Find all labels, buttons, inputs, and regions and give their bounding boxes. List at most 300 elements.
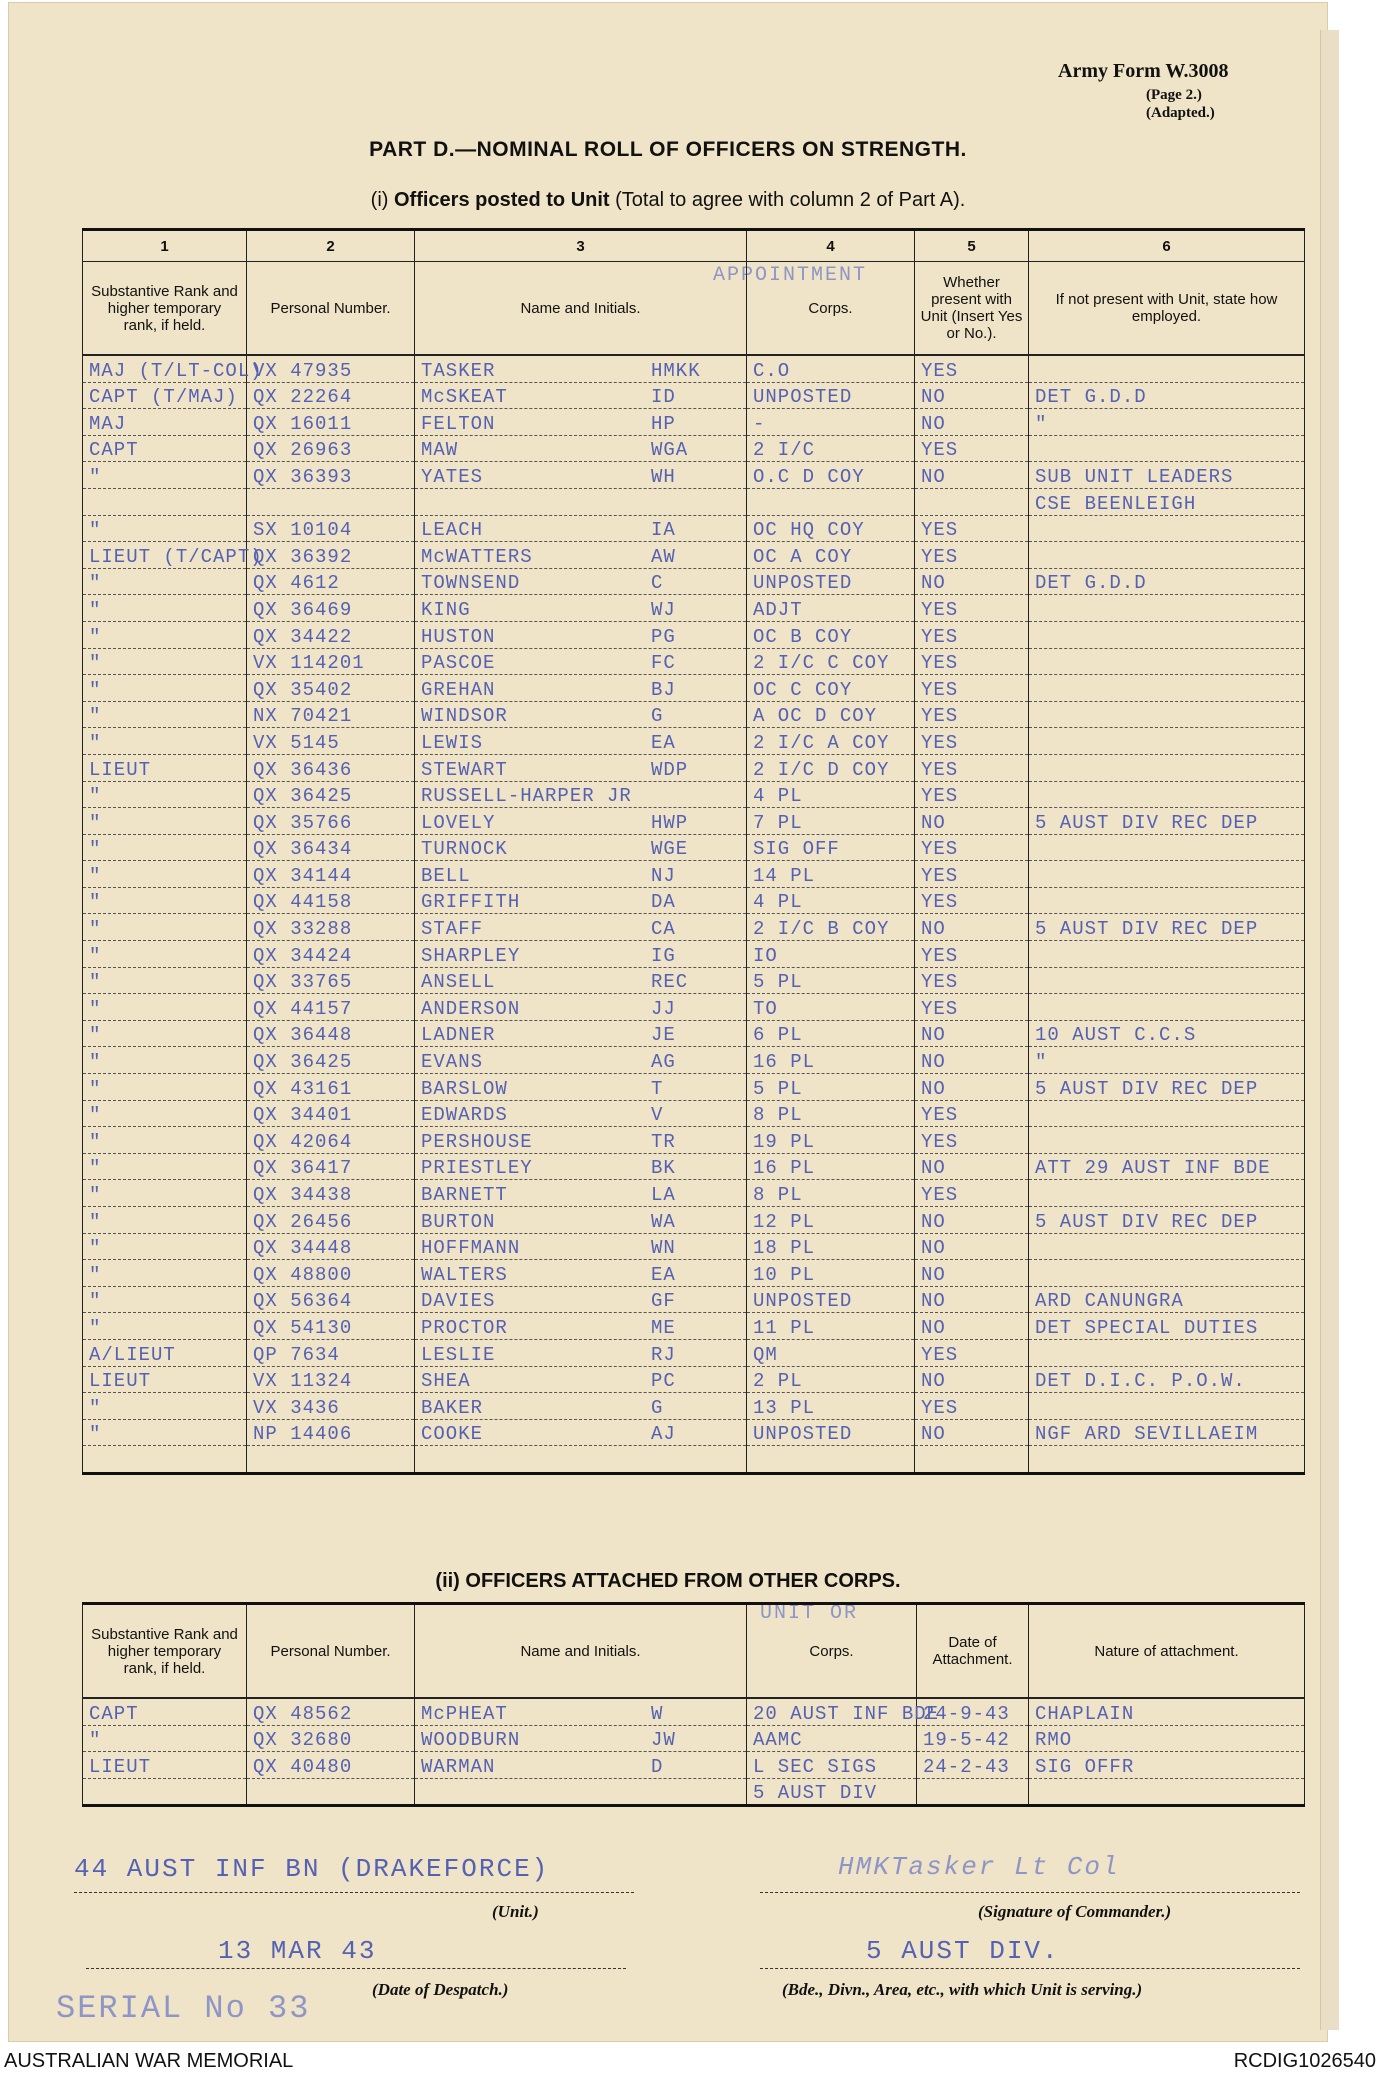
- surname: MAW: [421, 439, 459, 462]
- table-row: [83, 648, 1305, 675]
- table-row: [83, 621, 1305, 648]
- appointment-cell: 4 PL: [747, 887, 915, 914]
- present-cell: NO: [915, 1207, 1029, 1234]
- initials: PG: [651, 625, 676, 648]
- surname: LADNER: [421, 1024, 496, 1047]
- surname: HOFFMANN: [421, 1237, 521, 1260]
- table-row: [83, 1127, 1305, 1154]
- appointment-cell: QM: [747, 1339, 915, 1366]
- appointment-cell: [747, 488, 915, 515]
- table-row: [83, 542, 1305, 569]
- personal-number-cell: QX 43161: [247, 1074, 415, 1101]
- personal-number-cell: QX 36469: [247, 595, 415, 622]
- table-row: [83, 1233, 1305, 1260]
- present-cell: NO: [915, 1153, 1029, 1180]
- attached-header-row: [83, 1604, 1305, 1699]
- employment-cell: ATT 29 AUST INF BDE: [1029, 1153, 1305, 1180]
- table-row: [83, 887, 1305, 914]
- name-cell: [415, 382, 747, 409]
- rank-cell: ": [83, 1074, 247, 1101]
- appointment-cell: 2 I/C A COY: [747, 728, 915, 755]
- personal-number-cell: QX 32680: [247, 1725, 415, 1752]
- appointment-cell: 11 PL: [747, 1313, 915, 1340]
- name-cell: [415, 834, 747, 861]
- present-cell: YES: [915, 675, 1029, 702]
- table-row: [83, 568, 1305, 595]
- rank-cell: ": [83, 568, 247, 595]
- surname: PERSHOUSE: [421, 1130, 533, 1153]
- present-cell: YES: [915, 595, 1029, 622]
- name-cell: [415, 994, 747, 1021]
- present-cell: YES: [915, 701, 1029, 728]
- name-cell: [415, 595, 747, 622]
- handwritten-unit-or-label: UNIT OR: [760, 1602, 859, 1625]
- surname: ANDERSON: [421, 997, 521, 1020]
- surname: GRIFFITH: [421, 891, 521, 914]
- name-cell: [415, 462, 747, 489]
- name-cell: [415, 1233, 747, 1260]
- table-row: [83, 1153, 1305, 1180]
- form-number: Army Form W.3008: [1058, 60, 1229, 82]
- appointment-cell: 2 I/C D COY: [747, 754, 915, 781]
- rank-cell: ": [83, 621, 247, 648]
- employment-cell: [1029, 1393, 1305, 1420]
- appointment-cell: 8 PL: [747, 1180, 915, 1207]
- appointment-cell: SIG OFF: [747, 834, 915, 861]
- present-cell: YES: [915, 1339, 1029, 1366]
- surname: BURTON: [421, 1210, 496, 1233]
- unit-line: [74, 1892, 634, 1893]
- header-rank: Substantive Rank and higher temporary rank, if held.: [83, 1604, 247, 1699]
- header-nature-attachment: Nature of attachment.: [1029, 1604, 1305, 1699]
- table-row: [83, 1725, 1305, 1752]
- name-cell: [415, 1313, 747, 1340]
- attachment-nature-cell: CHAPLAIN: [1029, 1698, 1305, 1725]
- present-cell: NO: [915, 409, 1029, 436]
- initials: DA: [651, 891, 676, 914]
- present-cell: [915, 1446, 1029, 1474]
- surname: EDWARDS: [421, 1104, 508, 1127]
- personal-number-cell: QX 36417: [247, 1153, 415, 1180]
- table-row: [83, 1047, 1305, 1074]
- rank-cell: ": [83, 808, 247, 835]
- signature-caption: (Signature of Commander.): [978, 1902, 1172, 1921]
- table-row: [83, 861, 1305, 888]
- personal-number-cell: VX 3436: [247, 1393, 415, 1420]
- name-cell: [415, 621, 747, 648]
- appointment-cell: O.C D COY: [747, 462, 915, 489]
- rank-cell: ": [83, 967, 247, 994]
- surname: YATES: [421, 465, 484, 488]
- personal-number-cell: QX 22264: [247, 382, 415, 409]
- personal-number-cell: QX 26456: [247, 1207, 415, 1234]
- surname: STAFF: [421, 918, 484, 941]
- table-row: [83, 355, 1305, 382]
- surname: SHEA: [421, 1370, 471, 1393]
- rank-cell: LIEUT (T/CAPT): [83, 542, 247, 569]
- present-cell: NO: [915, 1419, 1029, 1446]
- personal-number-cell: VX 47935: [247, 355, 415, 382]
- rank-cell: ": [83, 728, 247, 755]
- rank-cell: ": [83, 834, 247, 861]
- present-cell: YES: [915, 648, 1029, 675]
- initials: WDP: [651, 758, 689, 781]
- surname: BARNETT: [421, 1184, 508, 1206]
- surname: PASCOE: [421, 652, 496, 675]
- personal-number-cell: NP 14406: [247, 1419, 415, 1446]
- present-cell: YES: [915, 941, 1029, 968]
- surname: STEWART: [421, 758, 508, 781]
- despatch-date-caption: (Date of Despatch.): [372, 1980, 509, 1999]
- table-row: [83, 1074, 1305, 1101]
- name-cell: [415, 435, 747, 462]
- header-date-attachment: Date of Attachment.: [917, 1604, 1029, 1699]
- appointment-cell: 2 PL: [747, 1366, 915, 1393]
- present-cell: NO: [915, 382, 1029, 409]
- employment-cell: [1029, 515, 1305, 542]
- present-cell: YES: [915, 1127, 1029, 1154]
- present-cell: YES: [915, 728, 1029, 755]
- table-row: [83, 1260, 1305, 1287]
- appointment-cell: 4 PL: [747, 781, 915, 808]
- initials: HP: [651, 412, 676, 435]
- employment-cell: ": [1029, 1047, 1305, 1074]
- name-cell: [415, 1725, 747, 1752]
- appointment-cell: C.O: [747, 355, 915, 382]
- surname: PRIESTLEY: [421, 1157, 533, 1180]
- surname: HUSTON: [421, 625, 496, 648]
- present-cell: YES: [915, 1393, 1029, 1420]
- column-number: 6: [1029, 230, 1305, 262]
- column-number: 4: [747, 230, 915, 262]
- surname: LEACH: [421, 519, 484, 542]
- table-row: [83, 994, 1305, 1021]
- employment-cell: [1029, 1180, 1305, 1207]
- surname: LESLIE: [421, 1343, 496, 1366]
- present-cell: NO: [915, 808, 1029, 835]
- personal-number-cell: [247, 488, 415, 515]
- table-row: [83, 435, 1305, 462]
- surname: LOVELY: [421, 811, 496, 834]
- rank-cell: ": [83, 1020, 247, 1047]
- initials: IG: [651, 944, 676, 967]
- table-row: [83, 967, 1305, 994]
- present-cell: YES: [915, 967, 1029, 994]
- employment-cell: [1029, 542, 1305, 569]
- rank-cell: ": [83, 1180, 247, 1207]
- present-cell: YES: [915, 994, 1029, 1021]
- employment-cell: 5 AUST DIV REC DEP: [1029, 808, 1305, 835]
- present-cell: YES: [915, 887, 1029, 914]
- header-name: Name and Initials.: [415, 262, 747, 356]
- name-cell: [415, 355, 747, 382]
- appointment-cell: [747, 1446, 915, 1474]
- rank-cell: [83, 488, 247, 515]
- employment-cell: 5 AUST DIV REC DEP: [1029, 914, 1305, 941]
- initials: ID: [651, 386, 676, 409]
- initials: IA: [651, 519, 676, 542]
- name-cell: [415, 409, 747, 436]
- appointment-cell: 6 PL: [747, 1020, 915, 1047]
- attachment-date-cell: 24-9-43: [917, 1698, 1029, 1725]
- personal-number-cell: VX 5145: [247, 728, 415, 755]
- column-number: 5: [915, 230, 1029, 262]
- employment-cell: [1029, 1100, 1305, 1127]
- table-row: [83, 1286, 1305, 1313]
- personal-number-cell: QX 34448: [247, 1233, 415, 1260]
- appointment-cell: 16 PL: [747, 1047, 915, 1074]
- header-personal-number: Personal Number.: [247, 1604, 415, 1699]
- rank-cell: LIEUT: [83, 1366, 247, 1393]
- rank-cell: ": [83, 941, 247, 968]
- initials: EA: [651, 731, 676, 754]
- appointment-cell: 12 PL: [747, 1207, 915, 1234]
- personal-number-cell: QX 16011: [247, 409, 415, 436]
- initials: D: [651, 1755, 664, 1778]
- column-number: 3: [415, 230, 747, 262]
- rank-cell: [83, 1446, 247, 1474]
- employment-cell: 10 AUST C.C.S: [1029, 1020, 1305, 1047]
- initials: BJ: [651, 678, 676, 701]
- table-row: [83, 1100, 1305, 1127]
- name-cell: [415, 648, 747, 675]
- table-row: [83, 488, 1305, 515]
- present-cell: YES: [915, 754, 1029, 781]
- signature-value: HMKTasker Lt Col: [838, 1852, 1120, 1882]
- personal-number-cell: QX 34438: [247, 1180, 415, 1207]
- appointment-cell: 16 PL: [747, 1153, 915, 1180]
- appointment-cell: 2 I/C B COY: [747, 914, 915, 941]
- name-cell: [415, 1419, 747, 1446]
- employment-cell: DET SPECIAL DUTIES: [1029, 1313, 1305, 1340]
- employment-cell: [1029, 355, 1305, 382]
- personal-number-cell: QX 36434: [247, 834, 415, 861]
- initials: WGA: [651, 439, 689, 462]
- personal-number-cell: QX 26963: [247, 435, 415, 462]
- appointment-cell: 8 PL: [747, 1100, 915, 1127]
- appointment-cell: 18 PL: [747, 1233, 915, 1260]
- appointment-cell: -: [747, 409, 915, 436]
- employment-cell: [1029, 648, 1305, 675]
- rank-cell: ": [83, 1260, 247, 1287]
- form-page-info: [1146, 86, 1215, 122]
- surname: ANSELL: [421, 971, 496, 994]
- corps-cell: L SEC SIGS: [747, 1752, 917, 1779]
- surname: LEWIS: [421, 731, 484, 754]
- table-row: [83, 781, 1305, 808]
- initials: TR: [651, 1130, 676, 1153]
- rank-cell: ": [83, 887, 247, 914]
- appointment-cell: OC HQ COY: [747, 515, 915, 542]
- personal-number-cell: QX 36425: [247, 1047, 415, 1074]
- table-row: [83, 754, 1305, 781]
- section1-prefix: (i): [370, 189, 389, 211]
- name-cell: [415, 542, 747, 569]
- present-cell: NO: [915, 1074, 1029, 1101]
- personal-number-cell: NX 70421: [247, 701, 415, 728]
- name-cell: [415, 1366, 747, 1393]
- table-row: [83, 834, 1305, 861]
- name-cell: [415, 1698, 747, 1725]
- table-row: [83, 515, 1305, 542]
- surname: TOWNSEND: [421, 572, 521, 595]
- column-header-row: [83, 262, 1305, 356]
- personal-number-cell: QX 35766: [247, 808, 415, 835]
- rank-cell: ": [83, 701, 247, 728]
- personal-number-cell: [247, 1778, 415, 1806]
- name-cell: [415, 728, 747, 755]
- rank-cell: ": [83, 515, 247, 542]
- employment-cell: [1029, 1127, 1305, 1154]
- table-row: [83, 1180, 1305, 1207]
- unit-value: 44 AUST INF BN (DRAKEFORCE): [74, 1854, 550, 1884]
- surname: WINDSOR: [421, 705, 508, 728]
- present-cell: YES: [915, 621, 1029, 648]
- appointment-cell: 19 PL: [747, 1127, 915, 1154]
- initials: CA: [651, 918, 676, 941]
- present-cell: YES: [915, 355, 1029, 382]
- corps-cell: AAMC: [747, 1725, 917, 1752]
- surname: GREHAN: [421, 678, 496, 701]
- attachment-date-cell: 24-2-43: [917, 1752, 1029, 1779]
- appointment-cell: ADJT: [747, 595, 915, 622]
- employment-cell: [1029, 728, 1305, 755]
- officers-posted-body: [83, 355, 1305, 1473]
- personal-number-cell: QX 56364: [247, 1286, 415, 1313]
- personal-number-cell: QX 48800: [247, 1260, 415, 1287]
- table-row: [83, 808, 1305, 835]
- rank-cell: ": [83, 914, 247, 941]
- present-cell: NO: [915, 462, 1029, 489]
- rank-cell: ": [83, 462, 247, 489]
- table-row: [83, 1366, 1305, 1393]
- header-name: Name and Initials.: [415, 1604, 747, 1699]
- surname: COOKE: [421, 1423, 484, 1446]
- corps-cell: 5 AUST DIV: [747, 1778, 917, 1806]
- name-cell: [415, 1286, 747, 1313]
- employment-cell: [1029, 701, 1305, 728]
- personal-number-cell: QP 7634: [247, 1339, 415, 1366]
- personal-number-cell: QX 36425: [247, 781, 415, 808]
- present-cell: YES: [915, 781, 1029, 808]
- rank-cell: MAJ: [83, 409, 247, 436]
- surname: BAKER: [421, 1396, 484, 1419]
- name-cell: [415, 808, 747, 835]
- employment-cell: 5 AUST DIV REC DEP: [1029, 1207, 1305, 1234]
- personal-number-cell: QX 44157: [247, 994, 415, 1021]
- employment-cell: DET G.D.D: [1029, 568, 1305, 595]
- employment-cell: DET D.I.C. P.O.W.: [1029, 1366, 1305, 1393]
- formation-caption: (Bde., Divn., Area, etc., with which Unit is serving.): [782, 1980, 1143, 1999]
- present-cell: YES: [915, 542, 1029, 569]
- name-cell: [415, 1180, 747, 1207]
- personal-number-cell: QX 42064: [247, 1127, 415, 1154]
- initials: T: [651, 1077, 664, 1100]
- rank-cell: ": [83, 861, 247, 888]
- rank-cell: ": [83, 1047, 247, 1074]
- present-cell: NO: [915, 1020, 1029, 1047]
- officers-attached-table: [82, 1602, 1305, 1807]
- initials: WH: [651, 465, 676, 488]
- initials: NJ: [651, 864, 676, 887]
- rank-cell: MAJ (T/LT-COL): [83, 355, 247, 382]
- table-row: [83, 382, 1305, 409]
- initials: AG: [651, 1051, 676, 1074]
- appointment-cell: 7 PL: [747, 808, 915, 835]
- initials: HMKK: [651, 359, 701, 382]
- surname: WARMAN: [421, 1755, 496, 1778]
- personal-number-cell: SX 10104: [247, 515, 415, 542]
- name-cell: [415, 1100, 747, 1127]
- paper-edge: [1320, 30, 1339, 2030]
- personal-number-cell: VX 11324: [247, 1366, 415, 1393]
- personal-number-cell: QX 44158: [247, 887, 415, 914]
- initials: AJ: [651, 1423, 676, 1446]
- initials: JE: [651, 1024, 676, 1047]
- surname: BELL: [421, 864, 471, 887]
- attachment-nature-cell: [1029, 1778, 1305, 1806]
- credit-left: AUSTRALIAN WAR MEMORIAL: [4, 2050, 294, 2072]
- table-row: [83, 1446, 1305, 1474]
- employment-cell: [1029, 675, 1305, 702]
- appointment-cell: OC A COY: [747, 542, 915, 569]
- present-cell: NO: [915, 914, 1029, 941]
- appointment-cell: TO: [747, 994, 915, 1021]
- formation-line: [760, 1968, 1300, 1969]
- present-cell: YES: [915, 1100, 1029, 1127]
- employment-cell: [1029, 621, 1305, 648]
- corps-cell: 20 AUST INF BDE: [747, 1698, 917, 1725]
- rank-cell: ": [83, 1207, 247, 1234]
- personal-number-cell: QX 33765: [247, 967, 415, 994]
- table-row: [83, 1207, 1305, 1234]
- employment-cell: [1029, 754, 1305, 781]
- table-row: [83, 1698, 1305, 1725]
- initials: V: [651, 1104, 664, 1127]
- initials: BK: [651, 1157, 676, 1180]
- personal-number-cell: QX 35402: [247, 675, 415, 702]
- employment-cell: NGF ARD SEVILLAEIM: [1029, 1419, 1305, 1446]
- section2-title: (ii) OFFICERS ATTACHED FROM OTHER CORPS.: [435, 1570, 901, 1592]
- employment-cell: DET G.D.D: [1029, 382, 1305, 409]
- initials: WJ: [651, 598, 676, 621]
- surname: McSKEAT: [421, 386, 508, 409]
- personal-number-cell: QX 54130: [247, 1313, 415, 1340]
- table-row: [83, 1393, 1305, 1420]
- initials: JJ: [651, 997, 676, 1020]
- initials: C: [651, 572, 664, 595]
- table-row: [83, 1339, 1305, 1366]
- present-cell: NO: [915, 1233, 1029, 1260]
- employment-cell: SUB UNIT LEADERS: [1029, 462, 1305, 489]
- column-number: 2: [247, 230, 415, 262]
- name-cell: [415, 675, 747, 702]
- personal-number-cell: [247, 1446, 415, 1474]
- personal-number-cell: QX 33288: [247, 914, 415, 941]
- appointment-cell: UNPOSTED: [747, 382, 915, 409]
- rank-cell: ": [83, 1286, 247, 1313]
- present-cell: NO: [915, 1286, 1029, 1313]
- present-cell: YES: [915, 861, 1029, 888]
- column-number: 1: [83, 230, 247, 262]
- table-row: [83, 1020, 1305, 1047]
- initials: JW: [651, 1729, 676, 1752]
- surname: PROCTOR: [421, 1316, 508, 1339]
- name-cell: [415, 1393, 747, 1420]
- personal-number-cell: QX 34424: [247, 941, 415, 968]
- personal-number-cell: QX 34144: [247, 861, 415, 888]
- formation-value: 5 AUST DIV.: [866, 1936, 1060, 1966]
